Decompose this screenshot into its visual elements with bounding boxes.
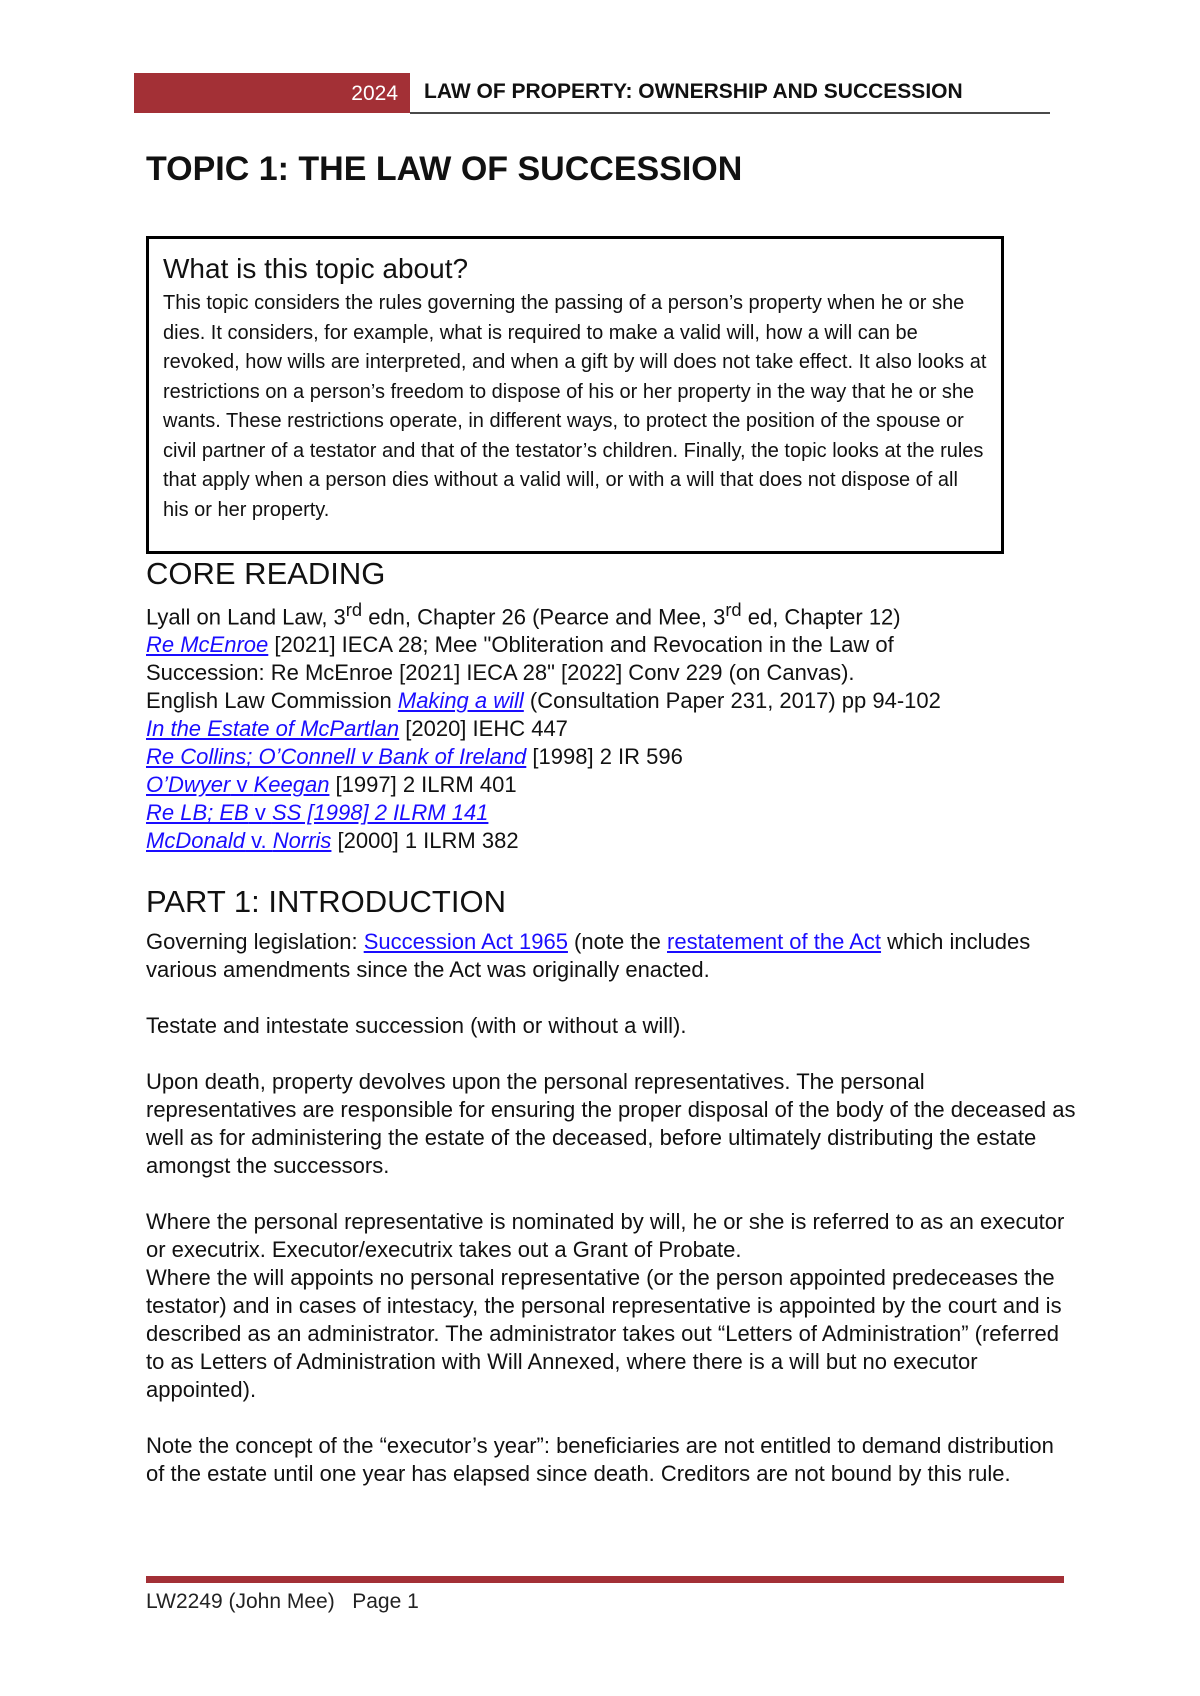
footer-divider [146,1576,1064,1583]
reading-text: [1998] 2 IR 596 [526,744,683,770]
link-keegan[interactable]: Keegan [253,772,330,798]
reading-item-mcdonald [146,827,1076,855]
link-re-collins[interactable]: Re Collins; O’Connell v Bank of Ireland [146,744,527,770]
reading-text: Lyall on Land Law, 3 [146,604,346,630]
reading-text: Succession: Re McEnroe [2021] IECA 28" [2022] Conv 229 (on Canvas). [146,660,855,686]
part1-heading: PART 1: INTRODUCTION [146,884,506,919]
paragraph-administrator: Where the will appoints no personal representative (or the person appointed predeceases the testator) and in cases of intestacy, the personal representative is appointed by the court and is described as an administrator. The administrator takes out “Letters of Administration” (referred to as Letters of Administration with Will Annexed, where there is a will but no executor appointed). [146,1265,1062,1402]
link-re-lb[interactable]: Re LB; EB [146,800,249,826]
reading-text: [2020] IEHC 447 [399,716,568,742]
core-reading-heading: CORE READING [146,556,386,591]
link-norris[interactable]: Norris [272,828,332,854]
link-odwyer-v[interactable]: v [230,772,254,798]
paragraph-text: (note the [567,929,668,954]
about-text: This topic considers the rules governing the passing of a person’s property when he or she dies. It considers, for example, what is required to make a valid will, how a will can be revoked, how wills are interpreted, and when a gift by will does not take effect. It also looks at restrictions on a person’s freedom to dispose of his or her property in the way that he or she wants. These restrictions operate, in different ways, to protect the position of the spouse or civil partner of a testator and that of the testator’s children. Finally, the topic looks at the rules that apply when a person dies without a valid will, or with a will that does not dispose of all his or her property. [163,292,987,521]
reading-text: (Consultation Paper 231, 2017) pp 94-102 [523,688,941,714]
reading-item-collins [146,743,1076,771]
paragraph-testate: Testate and intestate succession (with or without a will). [146,1013,687,1038]
header-course-title: LAW OF PROPERTY: OWNERSHIP AND SUCCESSION [424,80,963,103]
header-divider [410,112,1050,114]
reading-text: [2000] 1 ILRM 382 [331,828,519,854]
reading-text: ed, Chapter 12) [741,604,901,630]
paragraph-text: which includes various amendments since the Act was originally enacted. [146,929,1031,982]
footer-text: LW2249 (John Mee) Page 1 [146,1590,419,1613]
reading-superscript: rd [345,599,363,620]
paragraph-upon-death: Upon death, property devolves upon the personal representatives. The personal representatives are responsible for ensuring the proper disposal of the body of the deceased as well as for administering the estate of the deceased, before ultimately distributing the estate amongst the successors. [146,1069,1076,1178]
reading-item-mcenroe [146,631,1076,659]
link-mcpartlan[interactable]: In the Estate of McPartlan [146,716,400,742]
paragraph-text: Governing legislation: [146,929,364,954]
core-reading-list [146,596,1076,855]
reading-item-law-commission [146,687,1076,715]
reading-text: English Law Commission [146,688,398,714]
link-re-lb-v[interactable]: v [248,800,272,826]
header-year-badge: 2024 [134,73,410,113]
link-making-a-will[interactable]: Making a will [397,688,524,714]
reading-text: [2021] IECA 28; Mee "Obliteration and Revocation in the Law of [268,632,894,658]
reading-text: [1997] 2 ILRM 401 [329,772,517,798]
link-re-mcenroe[interactable]: Re McEnroe [146,632,269,658]
topic-title: TOPIC 1: THE LAW OF SUCCESSION [146,150,743,188]
about-heading: What is this topic about? [163,253,469,284]
link-restatement-of-act[interactable]: restatement of the Act [667,929,882,954]
reading-item-re-lb [146,799,1076,827]
link-mcdonald[interactable]: McDonald [146,828,246,854]
reading-item-lyall [146,596,1076,631]
reading-item-mcpartlan [146,715,1076,743]
topic-about-box [146,236,1004,554]
reading-item-mcenroe-cont [146,659,1076,687]
part1-body [146,928,1076,1516]
paragraph-governing-legislation [146,928,1076,984]
reading-superscript: rd [725,599,742,620]
paragraph-executor: Where the personal representative is nominated by will, he or she is referred to as an executor or executrix. Executor/executrix takes out a Grant of Probate. [146,1209,1065,1262]
paragraph-executors-year: Note the concept of the “executor’s year”: beneficiaries are not entitled to demand distribution of the estate until one year has elapsed since death. Creditors are not bound by this rule. [146,1433,1054,1486]
link-succession-act-1965[interactable]: Succession Act 1965 [363,929,568,954]
link-re-lb-ss[interactable]: SS [1998] 2 ILRM 141 [271,800,489,826]
link-mcdonald-v[interactable]: v. [245,828,273,854]
link-odwyer[interactable]: O’Dwyer [146,772,231,798]
reading-item-odwyer [146,771,1076,799]
reading-text: edn, Chapter 26 (Pearce and Mee, 3 [362,604,726,630]
